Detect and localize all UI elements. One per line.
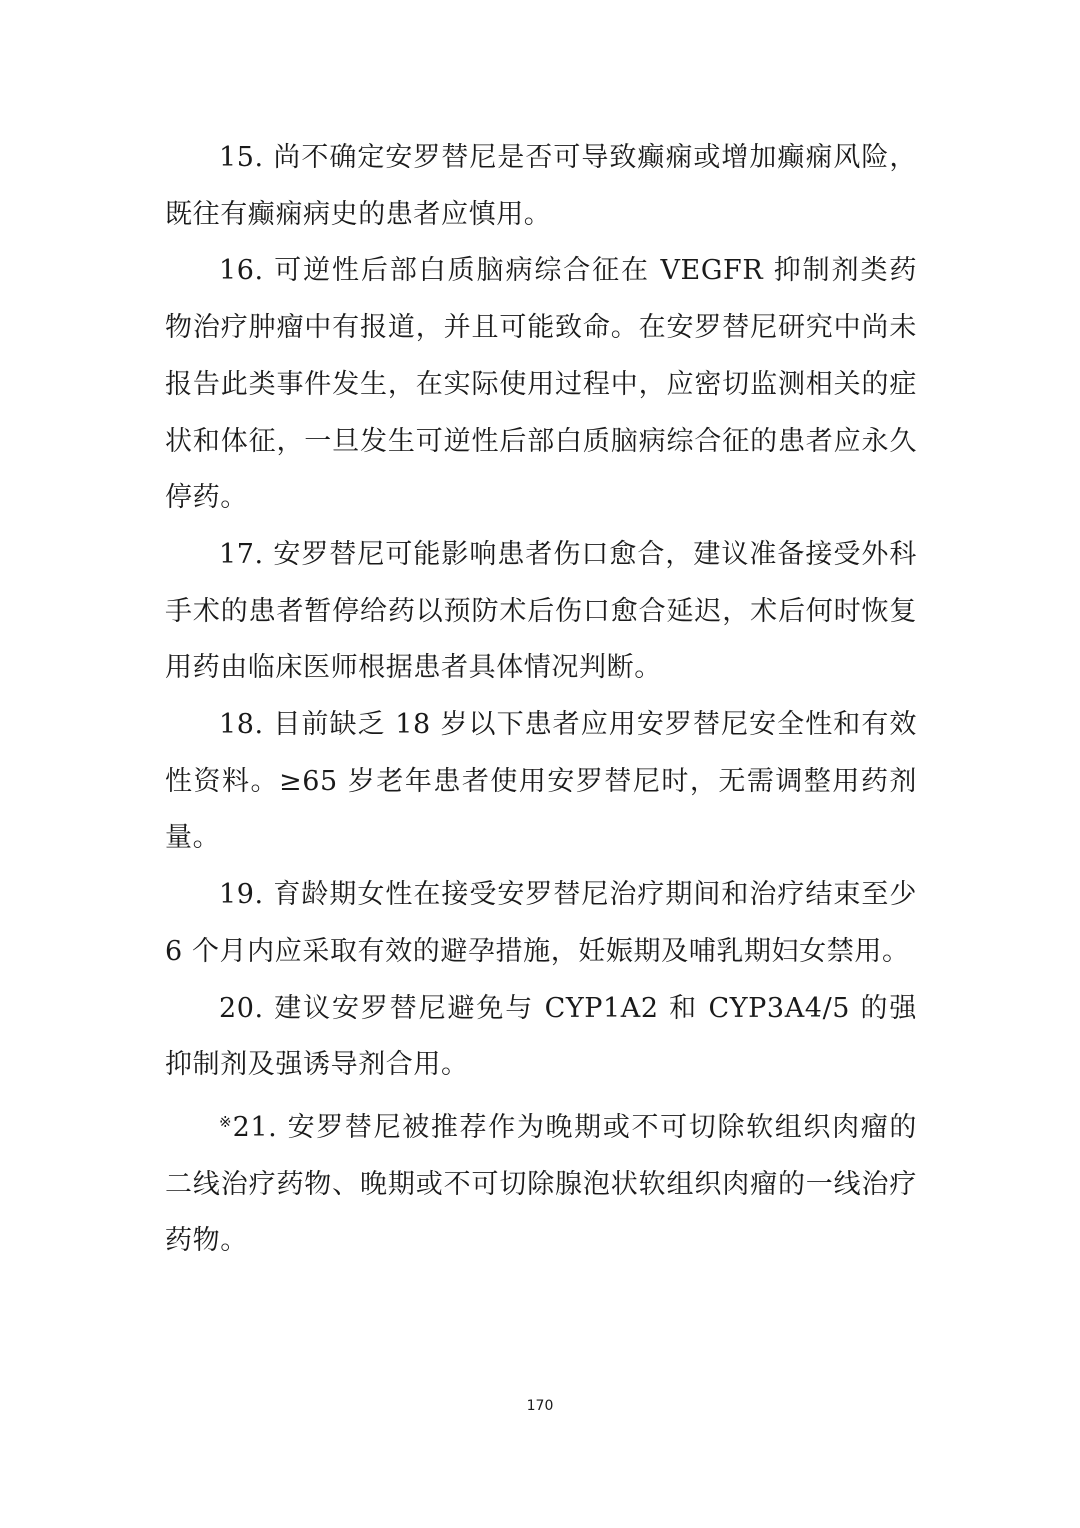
document-body — [165, 130, 917, 1270]
paragraph-15: 15. 尚不确定安罗替尼是否可导致癫痫或增加癫痫风险，既往有癫痫病史的患者应慎用。 — [165, 142, 917, 230]
paragraph-18: 18. 目前缺乏 18 岁以下患者应用安罗替尼安全性和有效性资料。≥65 岁老年患者使用安罗替尼时，无需调整用药剂量。 — [165, 709, 917, 854]
paragraph-21: ※21. 安罗替尼被推荐作为晚期或不可切除软组织肉瘤的二线治疗药物、晚期或不可切除腺泡状软组织肉瘤的一线治疗药物。 — [165, 1111, 917, 1257]
page-number: 170 — [526, 1398, 554, 1414]
paragraph-16: 16. 可逆性后部白质脑病综合征在 VEGFR 抑制剂类药物治疗肿瘤中有报道，并且可能致命。在安罗替尼研究中尚未报告此类事件发生，在实际使用过程中，应密切监测相关的症状和体征，一旦发生可逆性后部白质脑病综合征的患者应永久停药。 — [165, 255, 917, 514]
paragraph-19: 19. 育龄期女性在接受安罗替尼治疗期间和治疗结束至少 6 个月内应采取有效的避孕措施，妊娠期及哺乳期妇女禁用。 — [165, 879, 917, 967]
paragraph-17: 17. 安罗替尼可能影响患者伤口愈合，建议准备接受外科手术的患者暂停给药以预防术后伤口愈合延迟，术后何时恢复用药由临床医师根据患者具体情况判断。 — [165, 538, 917, 684]
reference-mark: ※ — [219, 1112, 233, 1131]
paragraph-20: 20. 建议安罗替尼避免与 CYP1A2 和 CYP3A4/5 的强抑制剂及强诱导剂合用。 — [165, 992, 917, 1081]
